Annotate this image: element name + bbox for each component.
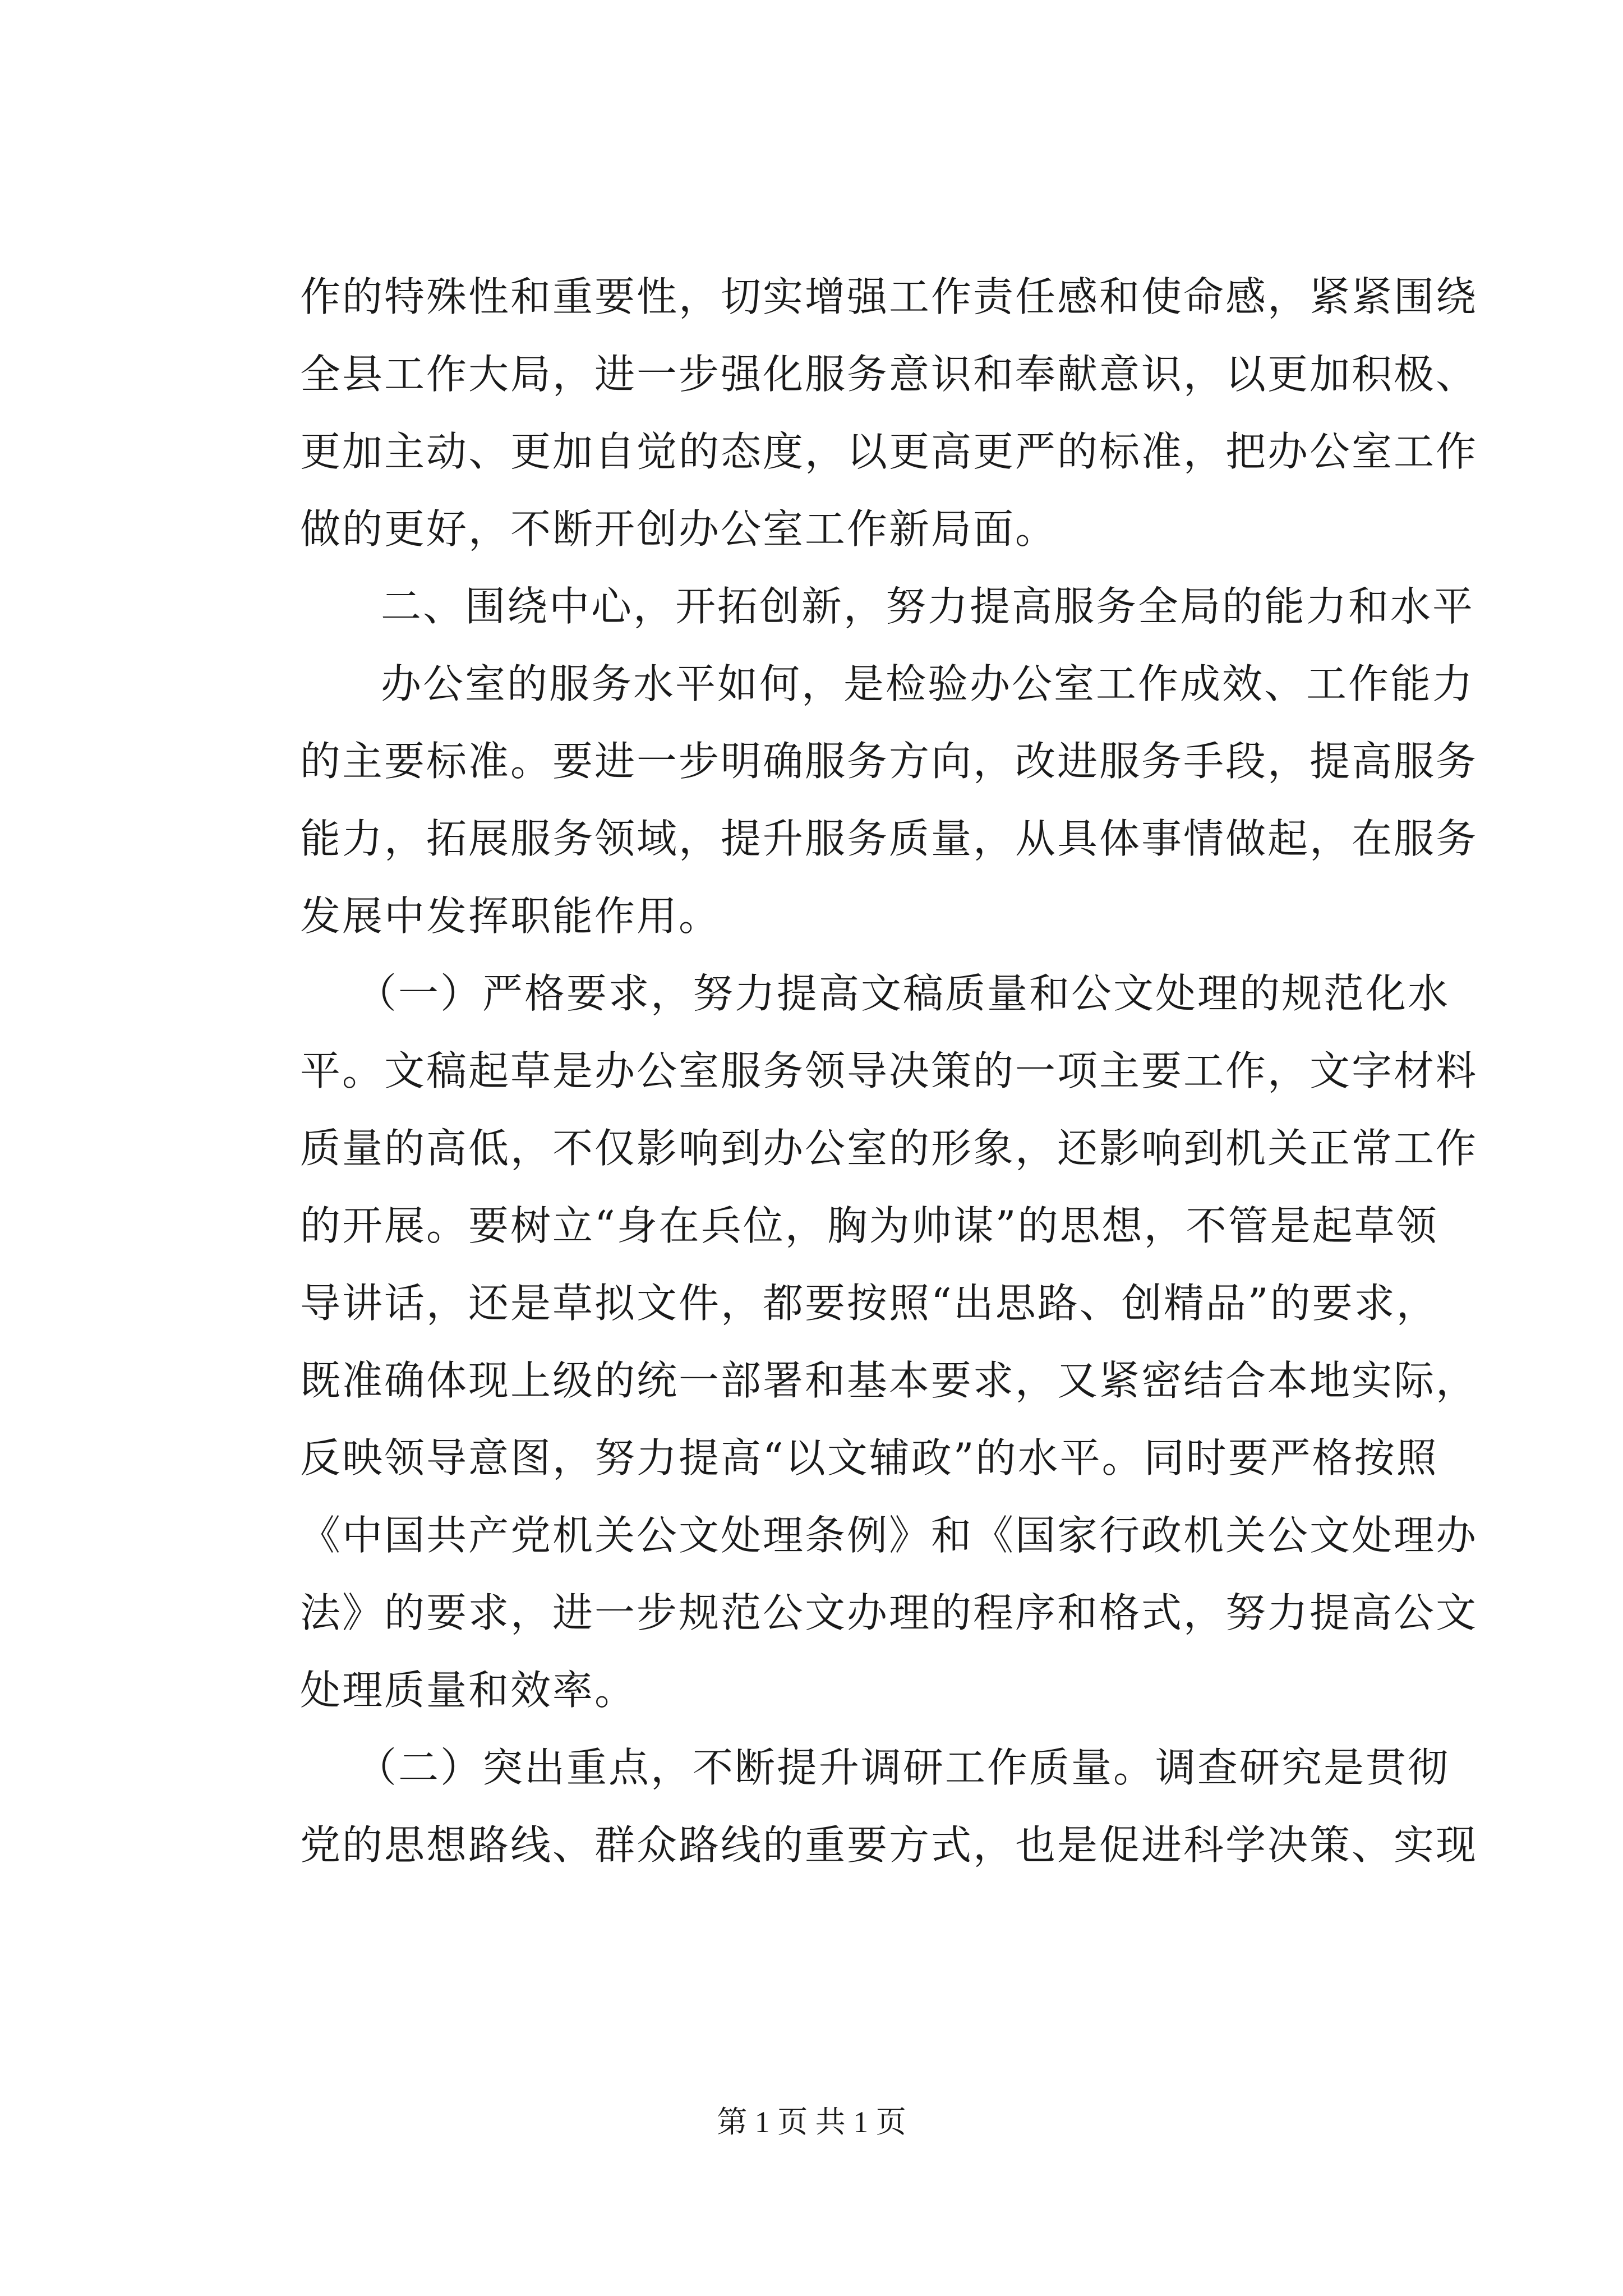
text-line: 导讲话，还是草拟文件，都要按照“出思路、创精品”的要求， xyxy=(300,1280,1438,1327)
text-line: 办公室的服务水平如何，是检验办公室工作成效、工作能力 xyxy=(381,660,1475,707)
text-line: 党的思想路线、群众路线的重要方式，也是促进科学决策、实现 xyxy=(300,1821,1478,1869)
page-number-footer: 第 1 页 共 1 页 xyxy=(717,2105,906,2139)
text-line: 更加主动、更加自觉的态度，以更高更严的标准，把办公室工作 xyxy=(300,428,1478,475)
text-line: 能力，拓展服务领域，提升服务质量，从具体事情做起，在服务 xyxy=(300,815,1478,862)
text-line: 作的特殊性和重要性，切实增强工作责任感和使命感，紧紧围绕 xyxy=(300,273,1478,320)
text-line: 的主要标准。要进一步明确服务方向，改进服务手段，提高服务 xyxy=(300,738,1478,785)
text-line: 的开展。要树立“身在兵位，胸为帅谋”的思想，不管是起草领 xyxy=(300,1202,1438,1249)
text-line: 做的更好，不断开创办公室工作新局面。 xyxy=(300,505,1058,553)
section-heading: 二、围绕中心，开拓创新，努力提高服务全局的能力和水平 xyxy=(381,583,1475,630)
body-text xyxy=(300,258,1478,1884)
text-line: 法》的要求，进一步规范公文办理的程序和格式，努力提高公文 xyxy=(300,1589,1478,1636)
text-line: 处理质量和效率。 xyxy=(300,1667,637,1714)
text-line: 既准确体现上级的统一部署和基本要求，又紧密结合本地实际， xyxy=(300,1357,1478,1404)
text-line: 发展中发挥职能作用。 xyxy=(300,892,721,940)
text-line: 平。文稿起草是办公室服务领导决策的一项主要工作，文字材料 xyxy=(300,1047,1478,1094)
text-line: 质量的高低，不仅影响到办公室的形象，还影响到机关正常工作 xyxy=(300,1125,1478,1172)
text-line: 反映领导意图，努力提高“以文辅政”的水平。同时要严格按照 xyxy=(300,1434,1438,1481)
text-line: 《中国共产党机关公文处理条例》和《国家行政机关公文处理办 xyxy=(300,1512,1478,1559)
text-line: 全县工作大局，进一步强化服务意识和奉献意识，以更加积极、 xyxy=(300,351,1478,398)
subsection-heading: （一）严格要求，努力提高文稿质量和公文处理的规范化水 xyxy=(356,970,1450,1017)
subsection-heading: （二）突出重点，不断提升调研工作质量。调查研究是贯彻 xyxy=(356,1744,1450,1791)
